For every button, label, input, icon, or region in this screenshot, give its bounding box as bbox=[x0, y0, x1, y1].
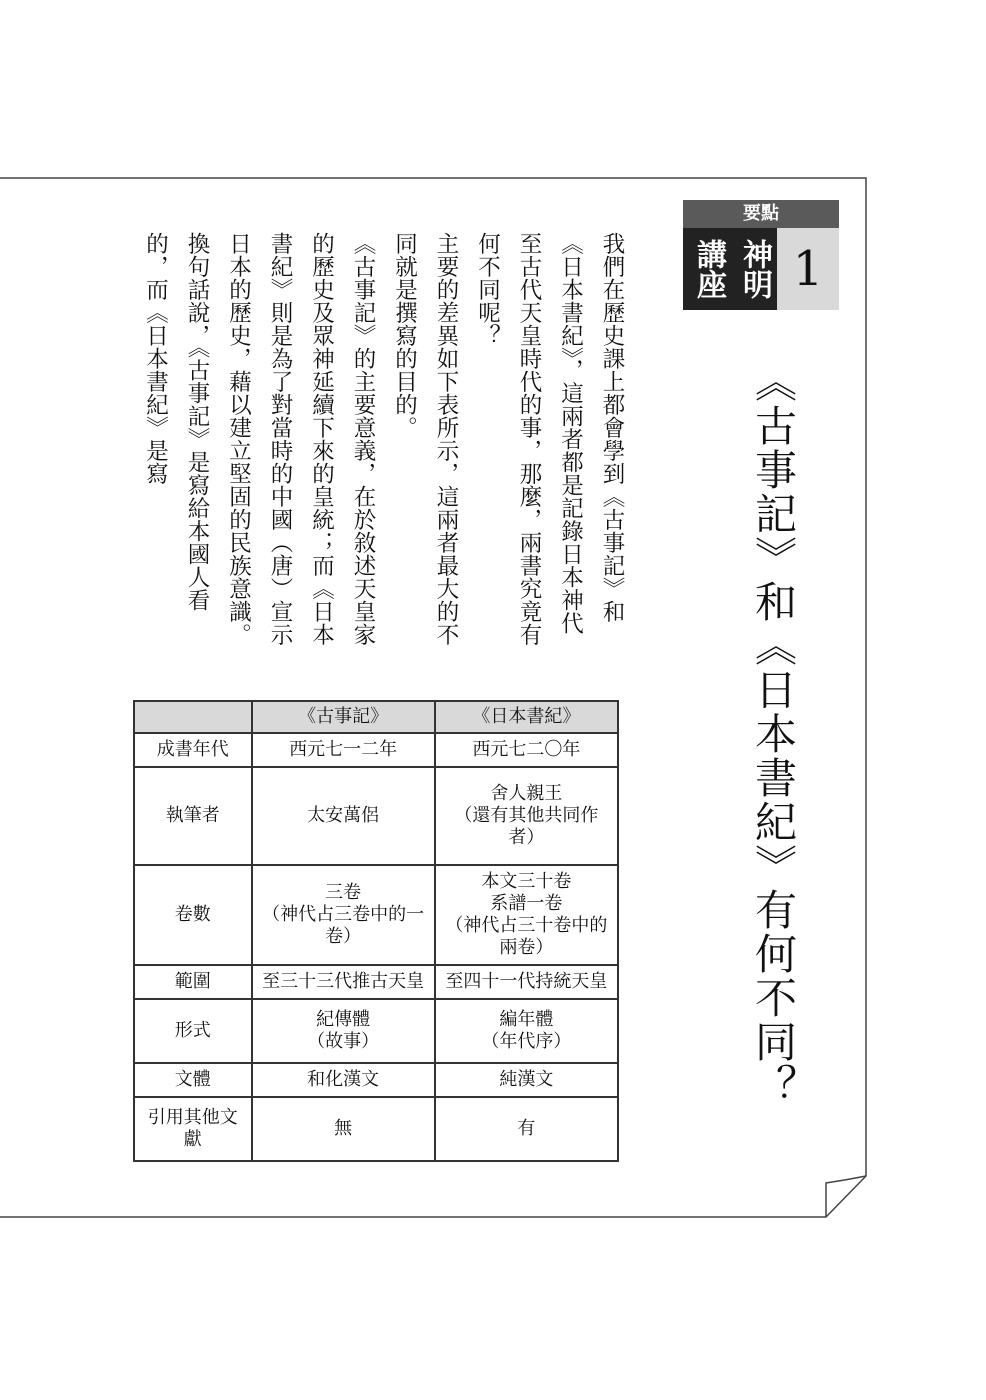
cell-kojiki: 至三十三代推古天皇 bbox=[252, 965, 435, 999]
row-label: 文體 bbox=[134, 1063, 252, 1097]
section-badge bbox=[683, 200, 839, 310]
row-label: 執筆者 bbox=[134, 767, 252, 865]
row-label: 卷數 bbox=[134, 865, 252, 965]
cell-kojiki: 三卷 （神代占三卷中的一卷） bbox=[252, 865, 435, 965]
table-row bbox=[134, 865, 618, 965]
row-label: 成書年代 bbox=[134, 733, 252, 767]
cell-kojiki: 西元七一二年 bbox=[252, 733, 435, 767]
cell-nihonshoki: 本文三十卷 系譜一卷 （神代占三十卷中的兩卷） bbox=[435, 865, 618, 965]
cell-nihonshoki: 編年體 （年代序） bbox=[435, 999, 618, 1063]
cell-nihonshoki: 西元七二〇年 bbox=[435, 733, 618, 767]
table-header-nihonshoki: 《日本書紀》 bbox=[435, 701, 618, 733]
table-header-corner bbox=[134, 701, 252, 733]
paragraph: 《古事記》的主要意義，在於敘述天皇家的歷史及眾神延續下來的皇統；而《日本書紀》則是為了對當時的中國（唐）宣示日本的歷史，藉以建立堅固的民族意識。換句話說，《古事記》是寫給本國人看的，而《日本書紀》是寫 bbox=[142, 232, 376, 646]
table-row bbox=[134, 1097, 618, 1161]
cell-nihonshoki: 舍人親王 （還有其他共同作者） bbox=[435, 767, 618, 865]
cell-kojiki: 太安萬侶 bbox=[252, 767, 435, 865]
row-label: 範圍 bbox=[134, 965, 252, 999]
badge-key-points-label: 要點 bbox=[683, 200, 839, 228]
paragraph: 我們在歷史課上都會學到《古事記》和《日本書紀》，這兩者都是記錄日本神代至古代天皇時代的事，那麼，兩書究竟有何不同呢？ bbox=[474, 232, 625, 646]
badge-series-label: 神明講座 bbox=[683, 228, 777, 310]
paragraph: 主要的差異如下表所示，這兩者最大的不同就是撰寫的目的。 bbox=[391, 232, 459, 646]
badge-number: 1 bbox=[777, 228, 839, 310]
cell-nihonshoki: 至四十一代持統天皇 bbox=[435, 965, 618, 999]
body-text bbox=[122, 232, 632, 652]
table-row bbox=[134, 733, 618, 767]
cell-kojiki: 和化漢文 bbox=[252, 1063, 435, 1097]
row-label: 引用其他文獻 bbox=[134, 1097, 252, 1161]
table-row bbox=[134, 767, 618, 865]
cell-kojiki: 無 bbox=[252, 1097, 435, 1161]
page-title: 《古事記》和《日本書紀》有何不同？ bbox=[749, 360, 798, 1108]
table-header-kojiki: 《古事記》 bbox=[252, 701, 435, 733]
table-row bbox=[134, 999, 618, 1063]
comparison-table bbox=[133, 700, 619, 1162]
table-header-row bbox=[134, 701, 618, 733]
row-label: 形式 bbox=[134, 999, 252, 1063]
cell-nihonshoki: 有 bbox=[435, 1097, 618, 1161]
cell-kojiki: 紀傳體 （故事） bbox=[252, 999, 435, 1063]
table-row bbox=[134, 1063, 618, 1097]
cell-nihonshoki: 純漢文 bbox=[435, 1063, 618, 1097]
table-row bbox=[134, 965, 618, 999]
